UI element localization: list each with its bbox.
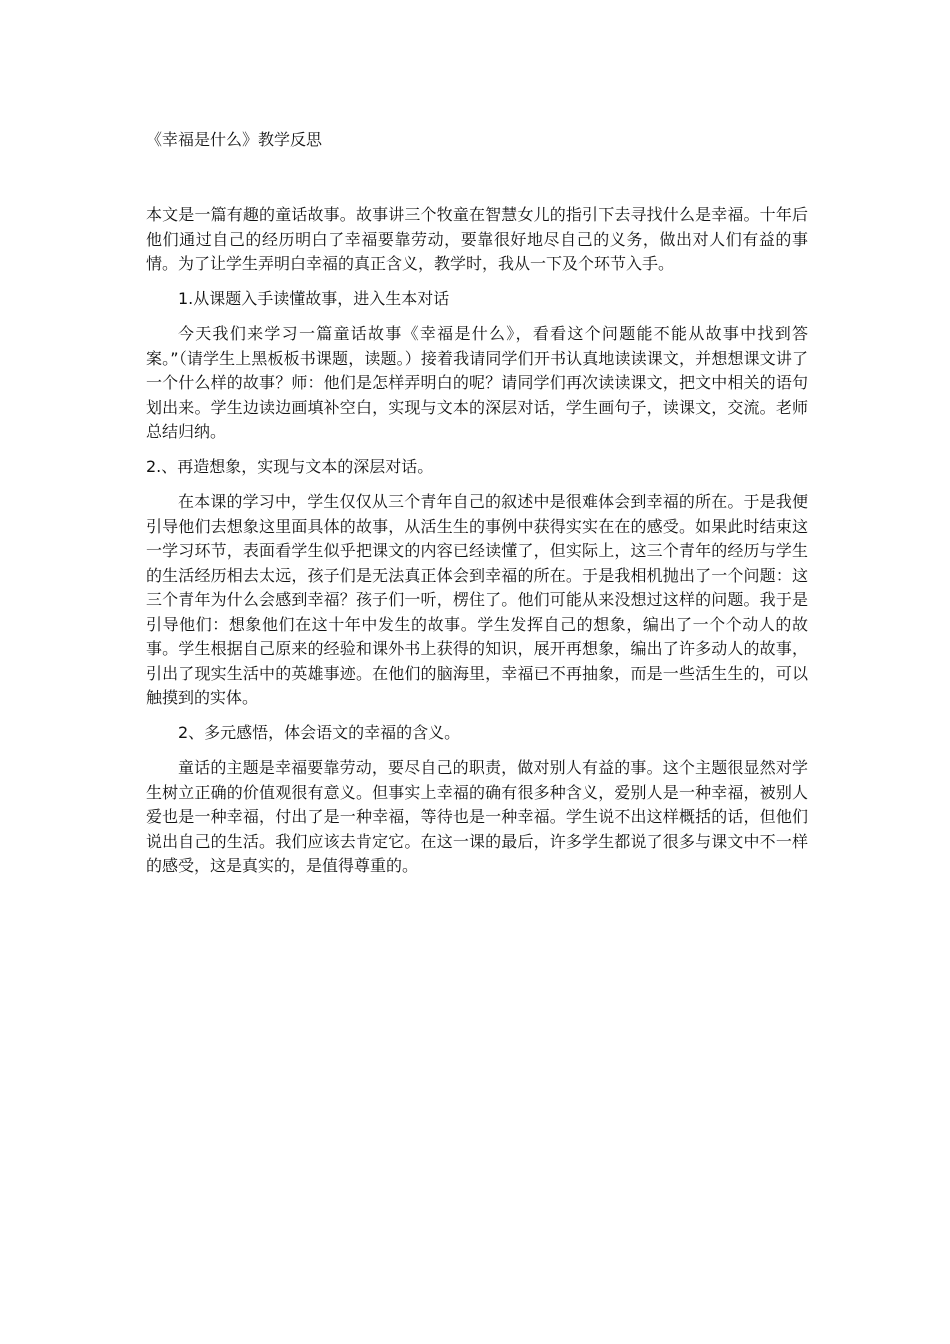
section-1-heading: 1.从课题入手读懂故事，进入生本对话 xyxy=(178,288,450,308)
intro-paragraph: 本文是一篇有趣的童话故事。故事讲三个牧童在智慧女儿的指引下去寻找什么是幸福。十年后他们通过自己的经历明白了幸福要靠劳动，要靠很好地尽自己的义务，做出对人们有益的事情。为了让学生弄明白幸福的真正含义，教学时，我从一下及个环节入手。 xyxy=(146,205,808,273)
section-1-paragraph: 今天我们来学习一篇童话故事《幸福是什么》，看看这个问题能不能从故事中找到答案。”（请学生上黑板板书课题，读题。）接着我请同学们开书认真地读读课文，并想想课文讲了一个什么样的故事？师：他们是怎样弄明白的呢？请同学们再次读读课文，把文中相关的语句划出来。学生边读边画填补空白，实现与文本的深层对话，学生画句子，读课文，交流。老师总结归纳。 xyxy=(146,324,808,441)
section-2-heading: 2.、再造想象，实现与文本的深层对话。 xyxy=(146,456,434,476)
section-2-paragraph: 在本课的学习中，学生仅仅从三个青年自己的叙述中是很难体会到幸福的所在。于是我便引导他们去想象这里面具体的故事，从活生生的事例中获得实实在在的感受。如果此时结束这一学习环节，表面看学生似乎把课文的内容已经读懂了，但实际上，这三个青年的经历与学生的生活经历相去太远，孩子们是无法真正体会到幸福的所在。于是我相机抛出了一个问题：这三个青年为什么会感到幸福？孩子们一听，楞住了。他们可能从来没想过这样的问题。我于是引导他们：想象他们在这十年中发生的故事。学生发挥自己的想象，编出了一个个动人的故事。学生根据自己原来的经验和课外书上获得的知识，展开再想象，编出了许多动人的故事，引出了现实生活中的英雄事迹。在他们的脑海里，幸福已不再抽象，而是一些活生生的，可以触摸到的实体。 xyxy=(146,492,808,707)
document-title: 《幸福是什么》教学反思 xyxy=(146,130,323,149)
document-body xyxy=(146,203,808,889)
section-3-heading: 2、多元感悟，体会语文的幸福的含义。 xyxy=(178,722,461,742)
section-3-paragraph: 童话的主题是幸福要靠劳动，要尽自己的职责，做对别人有益的事。这个主题很显然对学生树立正确的价值观很有意义。但事实上幸福的确有很多种含义，爱别人是一种幸福，被别人爱也是一种幸福，付出了是一种幸福，等待也是一种幸福。学生说不出这样概括的话，但他们说出自己的生活。我们应该去肯定它。在这一课的最后，许多学生都说了很多与课文中不一样的感受，这是真实的，是值得尊重的。 xyxy=(146,758,808,875)
